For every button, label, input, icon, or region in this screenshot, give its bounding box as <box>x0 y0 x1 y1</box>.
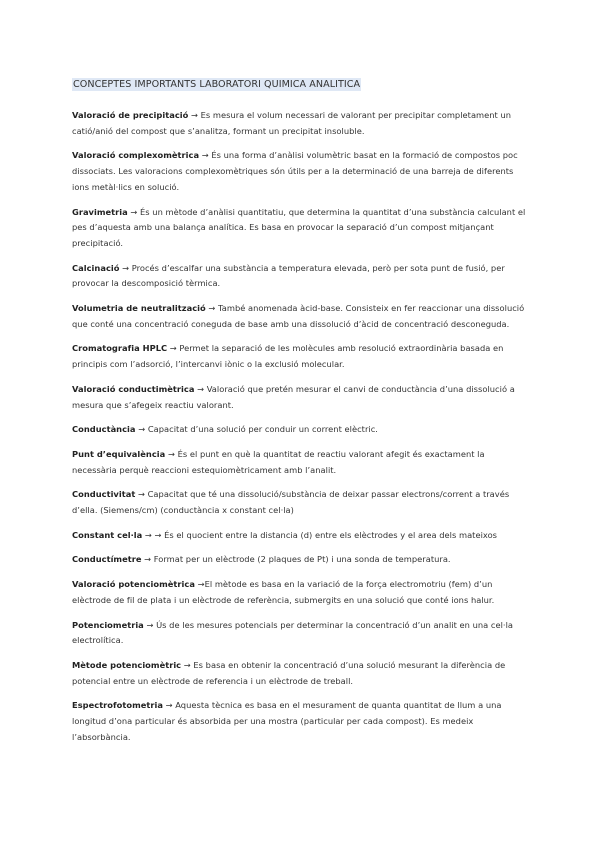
definition-entry <box>72 261 532 292</box>
document-title: CONCEPTES IMPORTANTS LABORATORI QUIMICA ANALITICA <box>73 79 361 90</box>
definition-entry <box>72 487 532 518</box>
definition-text: → És el punt en què la quantitat de reactiu valorant afegit és exactament la necessària perquè reaccioni estequiomètricament amb l’analit. <box>72 448 485 475</box>
definition-term: Espectrofotometria <box>72 700 163 711</box>
definition-entry <box>72 552 532 568</box>
definition-term: Valoració complexomètrica <box>72 150 200 161</box>
definition-entry <box>72 447 532 478</box>
definition-entry <box>72 422 532 438</box>
definition-term: Gravimetria <box>72 206 128 217</box>
definition-term: Punt d’equivalència <box>72 448 166 459</box>
definition-text: → És una forma d’anàlisi volumètric basat en la formació de compostos poc dissociats. Les valoracions complexomètriques són útils per a la determinació de una barreja de diferents ions metàl·lics en solució. <box>72 150 518 192</box>
definition-entry <box>72 205 532 252</box>
definition-term: Cromatografia HPLC <box>72 343 168 354</box>
definition-text: → Capacitat que té una dissolució/substància de deixar passar electrons/corrent a través d’ella. (Siemens/cm) (conductància x constant cel·la) <box>72 489 510 516</box>
definition-term: Volumetria de neutralització <box>72 303 206 314</box>
definition-text: → Procés d’escalfar una substància a temperatura elevada, però per sota punt de fusió, per provocar la descomposició tèrmica. <box>72 262 505 289</box>
definition-entry <box>72 382 532 413</box>
definition-text: → Ús de les mesures potencials per determinar la concentració d’un analit en una cel·la electrolítica. <box>72 619 514 646</box>
document-page <box>72 72 532 755</box>
definition-term: Mètode potenciomètric <box>72 659 182 670</box>
definition-entry <box>72 577 532 608</box>
definition-text: → Format per un elèctrode (2 plaques de Pt) i una sonda de temperatura. <box>141 554 451 565</box>
definition-text: → Capacitat d’una solució per conduir un corrent elèctric. <box>135 424 378 435</box>
definition-term: Valoració de precipitació <box>72 110 189 120</box>
definition-term: Valoració potenciomètrica <box>72 579 195 590</box>
definition-term: Conductància <box>72 424 136 435</box>
definition-text: → → És el quocient entre la distancia (d) entre els elèctrodes y el area dels mateixos <box>142 529 498 540</box>
definition-term: Conductivitat <box>72 489 136 500</box>
definition-text: → Es mesura el volum necessari de valorant per precipitar completament un catió/anió del compost que s’analitza, formant un precipitat insoluble. <box>72 110 512 136</box>
definition-entry <box>72 618 532 649</box>
definition-list <box>72 108 532 746</box>
definition-text: → Valoració que pretén mesurar el canvi de conductància d’una dissolució a mesura que s’afegeix reactiu valorant. <box>72 383 515 410</box>
definition-term: Potenciometria <box>72 619 144 630</box>
definition-entry <box>72 341 532 372</box>
definition-term: Conductímetre <box>72 554 142 565</box>
definition-text: → També anomenada àcid-base. Consisteix en fer reaccionar una dissolució que conté una concentració coneguda de base amb una dissolució d’àcid de concentració desconeguda. <box>72 303 525 329</box>
definition-term: Constant cel·la <box>72 529 143 540</box>
definition-entry <box>72 658 532 689</box>
definition-entry <box>72 108 532 139</box>
definition-text: → Es basa en obtenir la concentració d’una solució mesurant la diferència de potencial entre un elèctrode de referencia i un elèctrode de treball. <box>72 659 506 686</box>
definition-term: Calcinació <box>72 262 120 273</box>
definition-entry <box>72 301 532 332</box>
definition-entry <box>72 528 532 544</box>
definition-entry <box>72 698 532 745</box>
definition-text: →El mètode es basa en la variació de la força electromotriu (fem) d’un elèctrode de fil de plata i un elèctrode de referència, submergits en una solució que conté ions halur. <box>72 579 495 605</box>
definition-text: → Aquesta tècnica es basa en el mesurament de quanta quantitat de llum a una longitud d’ona particular és absorbida per una mostra (particular per cada compost). Es medeix l’absorbància. <box>72 700 502 742</box>
definition-term: Valoració conductimètrica <box>72 383 195 394</box>
definition-entry <box>72 148 532 195</box>
definition-text: → Permet la separació de les molècules amb resolució extraordinària basada en principis com l’adsorció, l’intercanvi iònic o la exclusió molecular. <box>72 343 504 370</box>
definition-text: → És un mètode d’anàlisi quantitatiu, que determina la quantitat d’una substància calculant el pes d’aquesta amb una balança analítica. Es basa en provocar la separació d’un compost mitjançant precipitació. <box>72 206 526 248</box>
